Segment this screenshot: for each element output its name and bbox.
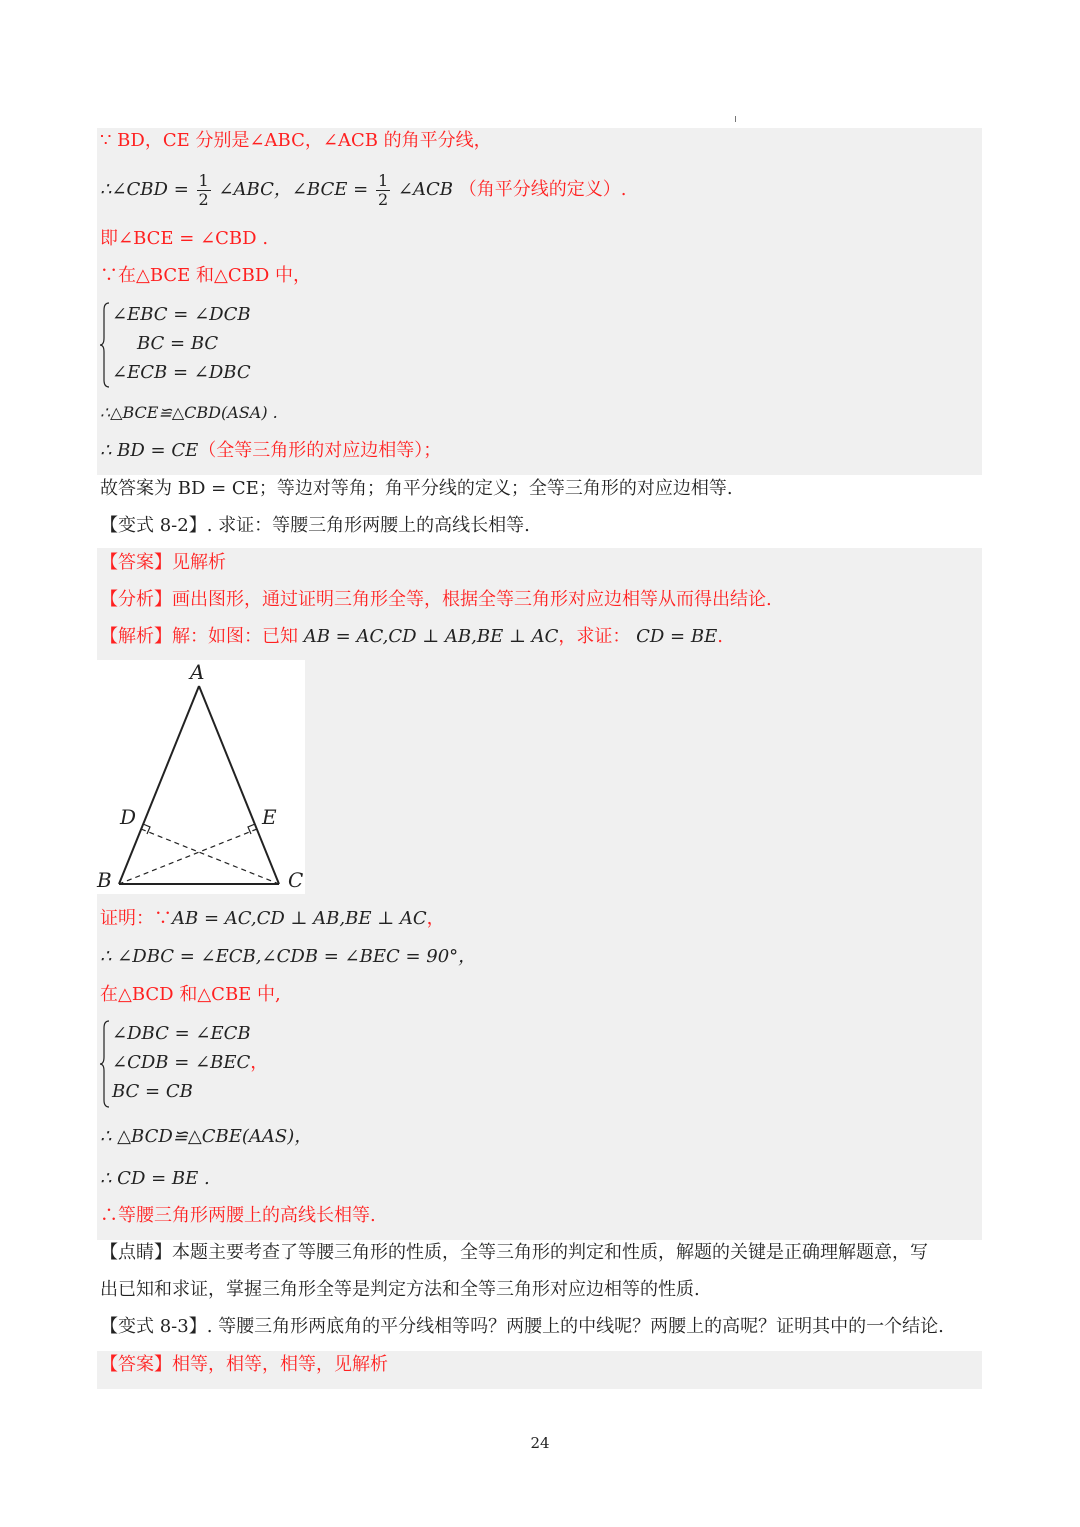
proof1-line6: ∴ BD = CE（全等三角形的对应边相等）； (100, 440, 442, 461)
altitude-BE (119, 829, 257, 884)
vertex-label-B: B (97, 868, 112, 892)
proof2-line5: ∴ CD = BE . (100, 1168, 210, 1189)
system-eq-1: ∠DBC = ∠ECB (112, 1023, 251, 1044)
system-eq-1: ∠EBC = ∠DCB (112, 304, 251, 325)
system-eq-3: BC = CB (112, 1081, 193, 1102)
proof1-line2: ∴∠CBD = $\frac{1}{2}$ ∠ABC，∠BCE = $\frac{1}{2}$ ∠ACB （角平分线的定义）. (100, 170, 627, 209)
proof2-line6: ∴等腰三角形两腰上的高线长相等. (100, 1205, 376, 1226)
side-AB (119, 686, 199, 884)
vertex-label-C: C (288, 868, 304, 892)
system-eq-2: BC = BC (137, 333, 219, 354)
system-eq-2: ∠CDB = ∠BEC， (112, 1052, 269, 1073)
variant-8-2-title: 【变式 8-2】. 求证：等腰三角形两腰上的高线长相等. (100, 515, 530, 536)
proof1-line5: ∴△BCE≌△CBD(ASA) . (100, 403, 278, 422)
fraction-half: $\frac{1}{2}$ (377, 170, 389, 209)
proof2-line2: ∴ ∠DBC = ∠ECB,∠CDB = ∠BEC = 90°， (100, 946, 477, 967)
variant-8-2-analysis: 【分析】画出图形，通过证明三角形全等，根据全等三角形对应边相等从而得出结论. (100, 589, 772, 610)
variant-8-2-solution: 【解析】解：如图：已知 AB = AC,CD ⊥ AB,BE ⊥ AC，求证： CD = BE. (100, 626, 723, 647)
variant-8-3-answer: 【答案】相等，相等，相等，见解析 (100, 1354, 388, 1375)
proof2-line4: ∴ △BCD≌△CBE(AAS)， (100, 1126, 313, 1147)
left-brace-icon (100, 302, 110, 388)
vertex-label-D: D (120, 805, 137, 829)
page-number: 24 (530, 1434, 550, 1452)
isosceles-triangle-figure (97, 660, 305, 894)
vertex-label-A: A (190, 660, 205, 684)
comment-line1: 【点睛】本题主要考查了等腰三角形的性质，全等三角形的判定和性质，解题的关键是正确理解题意，写 (100, 1242, 928, 1263)
equation-system-1 (100, 302, 300, 388)
variant-8-2-answer: 【答案】见解析 (100, 552, 226, 573)
margin-mark (735, 116, 736, 122)
answer-summary: 故答案为 BD = CE；等边对等角；角平分线的定义；全等三角形的对应边相等. (100, 478, 733, 499)
vertex-label-E: E (262, 805, 277, 829)
side-AC (199, 686, 279, 884)
altitude-CD (141, 829, 279, 884)
fraction-half: $\frac{1}{2}$ (198, 170, 209, 209)
proof1-line3: 即∠BCE = ∠CBD . (100, 228, 269, 249)
proof1-line4: ∵在△BCE 和△CBD 中， (100, 265, 312, 286)
variant-8-3-title: 【变式 8-3】. 等腰三角形两底角的平分线相等吗？两腰上的中线呢？两腰上的高呢？证明其中的一个结论. (100, 1316, 944, 1337)
system-eq-3: ∠ECB = ∠DBC (112, 362, 251, 383)
right-angle-mark-D (143, 824, 150, 834)
left-brace-icon (100, 1020, 110, 1108)
right-angle-mark-E (248, 824, 255, 834)
proof1-line1: ∵ BD，CE 分别是∠ABC，∠ACB 的角平分线， (100, 130, 492, 151)
proof2-line1: 证明：∵AB = AC,CD ⊥ AB,BE ⊥ AC， (100, 908, 445, 929)
proof2-line3: 在△BCD 和△CBE 中, (100, 984, 281, 1005)
comment-line2: 出已知和求证，掌握三角形全等是判定方法和全等三角形对应边相等的性质. (100, 1279, 700, 1300)
equation-system-2 (100, 1020, 300, 1108)
triangle-diagram (97, 660, 305, 894)
